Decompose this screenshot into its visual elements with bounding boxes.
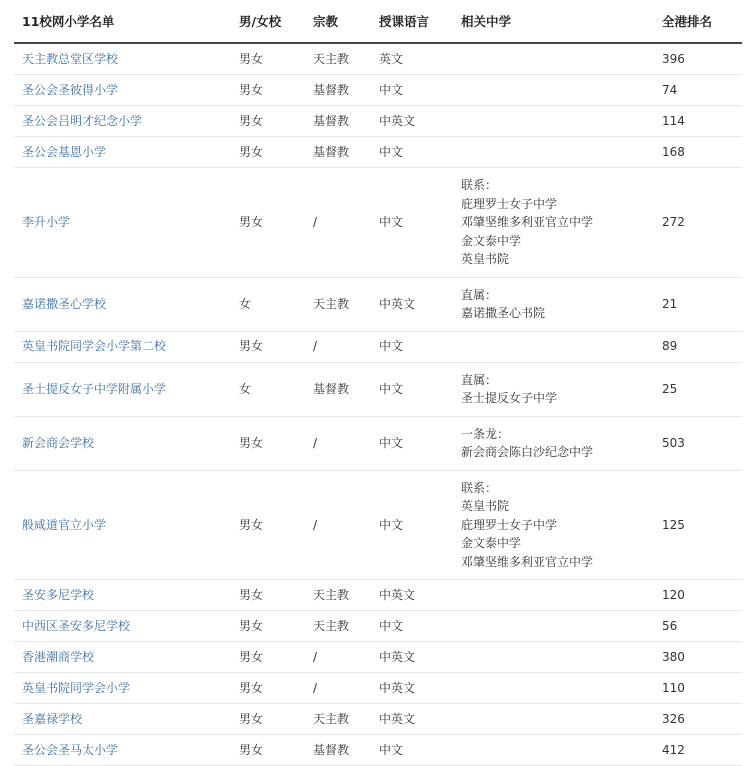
cell-rank: 89 (654, 331, 742, 362)
cell-religion: 基督教 (305, 106, 371, 137)
cell-gender: 男女 (231, 735, 305, 766)
cell-related-secondary (453, 137, 654, 168)
cell-related-secondary (453, 580, 654, 611)
related-school-name: 邓肇坚维多利亚官立中学 (461, 554, 594, 569)
school-name-link[interactable]: 圣嘉禄学校 (22, 711, 83, 726)
related-type-label: 一条龙： (461, 426, 510, 441)
cell-school-name (14, 673, 231, 704)
school-name-link[interactable]: 般咸道官立小学 (22, 517, 107, 532)
cell-gender: 男女 (231, 642, 305, 673)
school-name-link[interactable]: 李升小学 (22, 215, 71, 229)
cell-religion: 基督教 (305, 137, 371, 168)
table-row (14, 704, 742, 735)
school-name-link[interactable]: 圣公会基恩小学 (22, 144, 107, 159)
cell-school-name (14, 43, 231, 75)
cell-related-secondary (453, 277, 654, 331)
cell-religion: / (305, 642, 371, 673)
related-school-name: 金文泰中学 (461, 233, 522, 248)
cell-related-secondary (453, 673, 654, 704)
cell-language: 中文 (371, 137, 453, 168)
header-rank: 全港排名 (654, 0, 742, 43)
cell-rank: 396 (654, 43, 742, 75)
cell-gender: 男女 (231, 673, 305, 704)
school-name-link[interactable]: 中西区圣安多尼学校 (22, 618, 131, 633)
cell-gender: 男女 (231, 137, 305, 168)
school-name-link[interactable]: 圣公会圣彼得小学 (22, 82, 119, 97)
cell-related-secondary (453, 470, 654, 580)
cell-language: 中英文 (371, 642, 453, 673)
cell-related-secondary (453, 75, 654, 106)
cell-related-secondary (453, 416, 654, 470)
header-language: 授课语言 (371, 0, 453, 43)
cell-school-name (14, 277, 231, 331)
table-row (14, 642, 742, 673)
cell-religion: / (305, 168, 371, 278)
header-school-name: 11校网小学名单 (14, 0, 231, 43)
related-school-name: 金文泰中学 (461, 536, 522, 550)
cell-school-name (14, 106, 231, 137)
related-school-name: 英皇书院 (461, 499, 510, 513)
cell-religion: / (305, 331, 371, 362)
school-name-link[interactable]: 香港潮商学校 (22, 649, 95, 664)
cell-gender: 女 (231, 362, 305, 416)
cell-religion: 基督教 (305, 75, 371, 106)
cell-school-name (14, 704, 231, 735)
header-related-secondary: 相关中学 (453, 0, 654, 43)
cell-language: 英文 (371, 43, 453, 75)
cell-language: 中文 (371, 470, 453, 580)
table-header-row (14, 0, 742, 43)
cell-gender: 男女 (231, 106, 305, 137)
cell-language: 中英文 (371, 580, 453, 611)
cell-related-secondary (453, 642, 654, 673)
cell-gender: 男女 (231, 611, 305, 642)
cell-language: 中文 (371, 735, 453, 766)
school-name-link[interactable]: 圣公会吕明才纪念小学 (22, 113, 143, 128)
cell-religion: 天主教 (305, 43, 371, 75)
cell-school-name (14, 416, 231, 470)
cell-gender: 男女 (231, 704, 305, 735)
cell-rank: 21 (654, 277, 742, 331)
school-list-table (14, 0, 742, 766)
cell-related-secondary (453, 43, 654, 75)
cell-school-name (14, 611, 231, 642)
cell-rank: 25 (654, 362, 742, 416)
cell-religion: 天主教 (305, 277, 371, 331)
cell-gender: 男女 (231, 470, 305, 580)
school-name-link[interactable]: 圣安多尼学校 (22, 587, 95, 602)
cell-gender: 男女 (231, 168, 305, 278)
cell-school-name (14, 168, 231, 278)
table-row (14, 137, 742, 168)
cell-rank: 120 (654, 580, 742, 611)
related-type-label: 直属： (461, 372, 498, 387)
cell-rank: 114 (654, 106, 742, 137)
cell-related-secondary (453, 735, 654, 766)
cell-related-secondary (453, 362, 654, 416)
related-school-name: 庇理罗士女子中学 (461, 517, 558, 532)
cell-language: 中文 (371, 75, 453, 106)
table-row (14, 470, 742, 580)
cell-related-secondary (453, 106, 654, 137)
cell-religion: 天主教 (305, 580, 371, 611)
cell-school-name (14, 362, 231, 416)
school-name-link[interactable]: 圣士提反女子中学附属小学 (22, 381, 167, 396)
cell-related-secondary (453, 331, 654, 362)
cell-language: 中文 (371, 362, 453, 416)
cell-school-name (14, 75, 231, 106)
cell-related-secondary (453, 168, 654, 278)
related-type-label: 联系： (461, 178, 498, 192)
related-school-name: 新会商会陈白沙纪念中学 (461, 445, 594, 459)
cell-rank: 272 (654, 168, 742, 278)
cell-school-name (14, 735, 231, 766)
cell-religion: / (305, 416, 371, 470)
school-name-link[interactable]: 天主教总堂区学校 (22, 51, 119, 66)
related-school-name: 庇理罗士女子中学 (461, 196, 558, 211)
cell-gender: 男女 (231, 331, 305, 362)
table-row (14, 331, 742, 362)
related-school-name: 嘉诺撒圣心书院 (461, 306, 546, 320)
table-row (14, 580, 742, 611)
cell-religion: 天主教 (305, 704, 371, 735)
school-name-link[interactable]: 嘉诺撒圣心学校 (22, 296, 107, 311)
related-school-name: 圣士提反女子中学 (461, 391, 558, 405)
cell-school-name (14, 470, 231, 580)
cell-gender: 男女 (231, 580, 305, 611)
related-type-label: 联系： (461, 480, 498, 495)
cell-language: 中文 (371, 416, 453, 470)
cell-language: 中文 (371, 611, 453, 642)
table-row (14, 106, 742, 137)
table-row (14, 168, 742, 278)
cell-school-name (14, 642, 231, 673)
cell-language: 中英文 (371, 277, 453, 331)
related-school-name: 英皇书院 (461, 252, 510, 266)
cell-religion: 基督教 (305, 362, 371, 416)
table-row (14, 735, 742, 766)
cell-rank: 74 (654, 75, 742, 106)
cell-religion: 基督教 (305, 735, 371, 766)
cell-gender: 男女 (231, 75, 305, 106)
cell-related-secondary (453, 611, 654, 642)
table-row (14, 277, 742, 331)
cell-rank: 326 (654, 704, 742, 735)
table-row (14, 43, 742, 75)
cell-language: 中英文 (371, 704, 453, 735)
header-gender: 男/女校 (231, 0, 305, 43)
cell-language: 中文 (371, 168, 453, 278)
table-row (14, 673, 742, 704)
related-school-name: 邓肇坚维多利亚官立中学 (461, 215, 594, 229)
cell-rank: 503 (654, 416, 742, 470)
cell-gender: 男女 (231, 43, 305, 75)
cell-gender: 男女 (231, 416, 305, 470)
school-name-link[interactable]: 新会商会学校 (22, 435, 95, 450)
school-name-link[interactable]: 英皇书院同学会小学第二校 (22, 339, 167, 354)
cell-language: 中英文 (371, 673, 453, 704)
cell-rank: 168 (654, 137, 742, 168)
cell-rank: 380 (654, 642, 742, 673)
header-religion: 宗教 (305, 0, 371, 43)
table-row (14, 611, 742, 642)
cell-rank: 110 (654, 673, 742, 704)
cell-rank: 125 (654, 470, 742, 580)
table-row (14, 416, 742, 470)
related-type-label: 直属： (461, 287, 498, 302)
cell-school-name (14, 331, 231, 362)
cell-religion: / (305, 673, 371, 704)
cell-language: 中文 (371, 331, 453, 362)
cell-school-name (14, 580, 231, 611)
cell-language: 中英文 (371, 106, 453, 137)
cell-religion: 天主教 (305, 611, 371, 642)
cell-rank: 412 (654, 735, 742, 766)
cell-gender: 女 (231, 277, 305, 331)
school-name-link[interactable]: 英皇书院同学会小学 (22, 680, 131, 695)
cell-school-name (14, 137, 231, 168)
school-name-link[interactable]: 圣公会圣马太小学 (22, 742, 119, 757)
table-row (14, 362, 742, 416)
cell-rank: 56 (654, 611, 742, 642)
cell-related-secondary (453, 704, 654, 735)
cell-religion: / (305, 470, 371, 580)
table-row (14, 75, 742, 106)
